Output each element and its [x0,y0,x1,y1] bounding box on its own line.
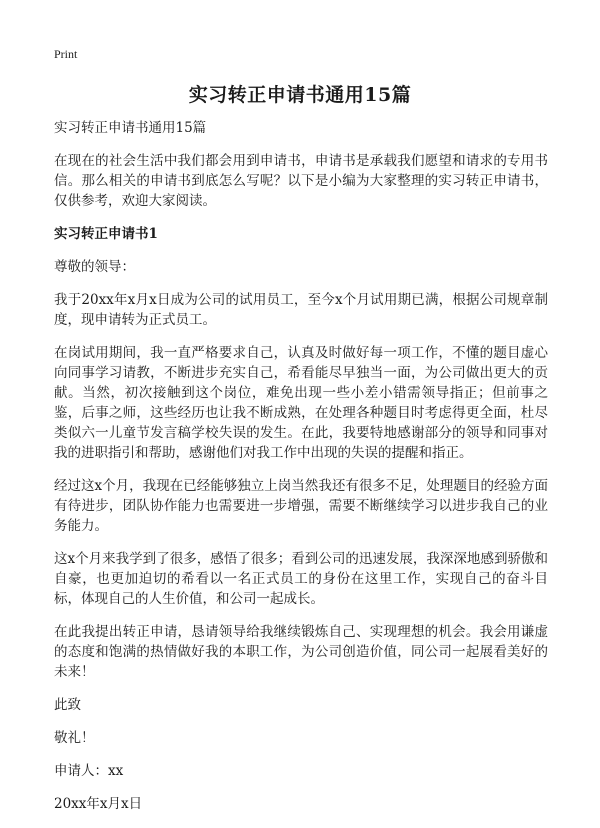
page-title: 实习转正申请书通用15篇 [188,84,412,106]
body-paragraph: 经过这x个月，我现在已经能够独立上岗当然我还有很多不足，处理题目的经验方面有待进步，团队协作能力也需要进一步增强，需要不断继续学习以进步我自己的业务能力。 [54,478,548,534]
intro-paragraph: 在现在的社会生活中我们都会用到申请书，申请书是承载我们愿望和请求的专用书信。那么相关的申请书到底怎么写呢？以下是小编为大家整理的实习转正申请书，仅供参考，欢迎大家阅读。 [54,153,548,209]
closing-line: 此致 [54,697,81,713]
document-date: 20xx年x月x日 [54,796,143,812]
print-link[interactable]: Print [54,47,78,61]
body-paragraph: 这x个月来我学到了很多，感悟了很多；看到公司的迅速发展，我深深地感到骄傲和自豪，也更加迫切的希看以一名正式员工的身份在这里工作，实现自己的奋斗目标，体现自己的人生价值，和公司一起成长。 [54,551,548,607]
applicant-signature: 申请人：xx [54,763,124,779]
document-body [54,118,548,827]
body-paragraph: 我于20xx年x月x日成为公司的试用员工，至今x个月试用期已满，根据公司规章制度，现申请转为正式员工。 [54,292,548,328]
section-heading: 实习转正申请书1 [54,226,158,242]
salutation: 尊敬的领导： [54,259,135,275]
document-subtitle: 实习转正申请书通用15篇 [54,120,207,136]
closing-salute: 敬礼！ [54,730,95,746]
body-paragraph: 在岗试用期间，我一直严格要求自己，认真及时做好每一项工作，不懂的题目虚心向同事学习请教，不断进步充实自己，希看能尽早独当一面，为公司做出更大的贡献。当然，初次接触到这个岗位，难免出现一些小差小错需领导指正；但前事之鉴，后事之师，这些经历也让我不断成熟，在处理各种题目时考虑得更全面，杜尽类似六一儿童节发言稿学校失误的发生。在此，我要特地感谢部分的领导和同事对我的进职指引和帮助，感谢他们对我工作中出现的失误的提醒和指正。 [54,345,548,461]
body-paragraph: 在此我提出转正申请，恳请领导给我继续锻炼自己、实现理想的机会。我会用谦虚的态度和饱满的热情做好我的本职工作，为公司创造价值，同公司一起展看美好的未来！ [54,624,548,680]
